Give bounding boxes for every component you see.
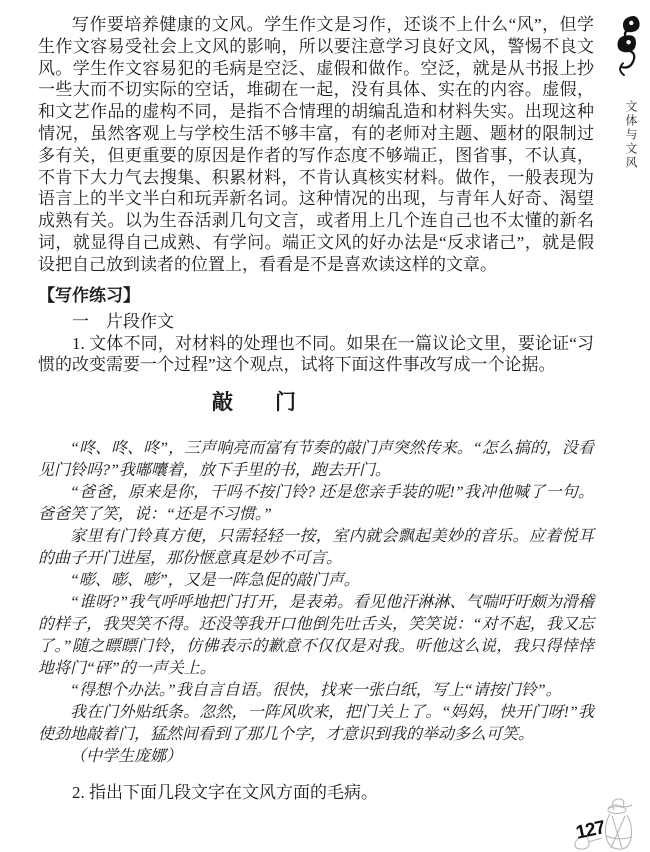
practice-subheading: 一 片段作文 bbox=[72, 311, 174, 331]
practice-item-1: 1. 文体不同，对材料的处理也不同。如果在一篇议论文里，要论证“习惯的改变需要一个过程”这个观点，试将下面这件事改写成一个论据。 bbox=[38, 333, 594, 375]
story-paragraph: “得想个办法。”我自言自语。很快，找来一张白纸，写上“请按门铃”。 bbox=[70, 682, 562, 700]
main-text-column bbox=[38, 14, 594, 804]
chapter-side-label: 文体与文风 bbox=[624, 100, 638, 170]
page-footer-corner bbox=[570, 796, 650, 852]
story-body bbox=[38, 438, 594, 768]
story-attribution: （中学生庞娜） bbox=[70, 748, 183, 766]
story-paragraph: “爸爸，原来是你，干吗不按门铃? 还是您亲手装的呢!”我冲他喊了一句。爸爸笑了笑，说：“还是不习惯。” bbox=[38, 484, 594, 524]
story-paragraph: 我在门外贴纸条。忽然，一阵风吹来，把门关上了。“妈妈，快开门呀!”我使劲地敲着门，猛然间看到了那几个字，才意识到我的举动多么可笑。 bbox=[38, 704, 594, 744]
floral-flourish-icon bbox=[604, 12, 644, 76]
practice-heading: 【写作练习】 bbox=[38, 285, 140, 305]
intro-paragraph: 写作要培养健康的文风。学生作文是习作，还谈不上什么“风”，但学生作文容易受社会上文风的影响，所以要注意学习良好文风，警惕不良文风。学生作文容易犯的毛病是空泛、虚假和做作。空泛，就是从书报上抄一些大而不切实际的空话，堆砌在一起，没有具体、实在的内容。虚假，和文艺作品的虚构不同，是指不合情理的胡编乱造和材料失实。出现这种情况，虽然客观上与学校生活不够丰富，有的老师对主题、题材的限制过多有关，但更重要的原因是作者的写作态度不够端正，图省事，不认真，不肯下大力气去搜集、积累材料，不肯认真核实材料。做作，一般表现为语言上的半文半白和玩弄新名词。这种情况的出现，与青年人好奇、渴望成熟有关。以为生吞活剥几句文言，或者用上几个连自己也不太懂的新名词，就显得自己成熟、有学问。端正文风的好办法是“反求诸己”，就是假设把自己放到读者的位置上，看看是不是喜欢读这样的文章。 bbox=[38, 15, 594, 274]
story-paragraph: “咚、咚、咚”，三声响亮而富有节奏的敲门声突然传来。“怎么搞的，没看见门铃吗?”我嘟囔着，放下手里的书，跑去开门。 bbox=[38, 440, 594, 480]
story-title: 敲 门 bbox=[212, 391, 296, 415]
story-paragraph: “嘭、嘭、嘭”，又是一阵急促的敲门声。 bbox=[70, 572, 360, 590]
story-paragraph: 家里有门铃真方便，只需轻轻一按，室内就会飘起美妙的音乐。应着悦耳的曲子开门进屋，那份惬意真是妙不可言。 bbox=[38, 528, 594, 568]
page-number: 127 bbox=[574, 817, 607, 844]
story-paragraph: “谁呀?”我气呼呼地把门打开，是表弟。看见他汗淋淋、气喘吁吁颇为滑稽的样子，我哭笑不得。还没等我开口他倒先吐舌头，笑笑说：“对不起，我又忘了。”随之瞟瞟门铃，仿佛表示的歉意不仅仅是对我。听他这么说，我只得悻悻地将门“砰”的一声关上。 bbox=[38, 594, 594, 678]
practice-item-2: 2. 指出下面几段文字在文风方面的毛病。 bbox=[72, 783, 378, 803]
